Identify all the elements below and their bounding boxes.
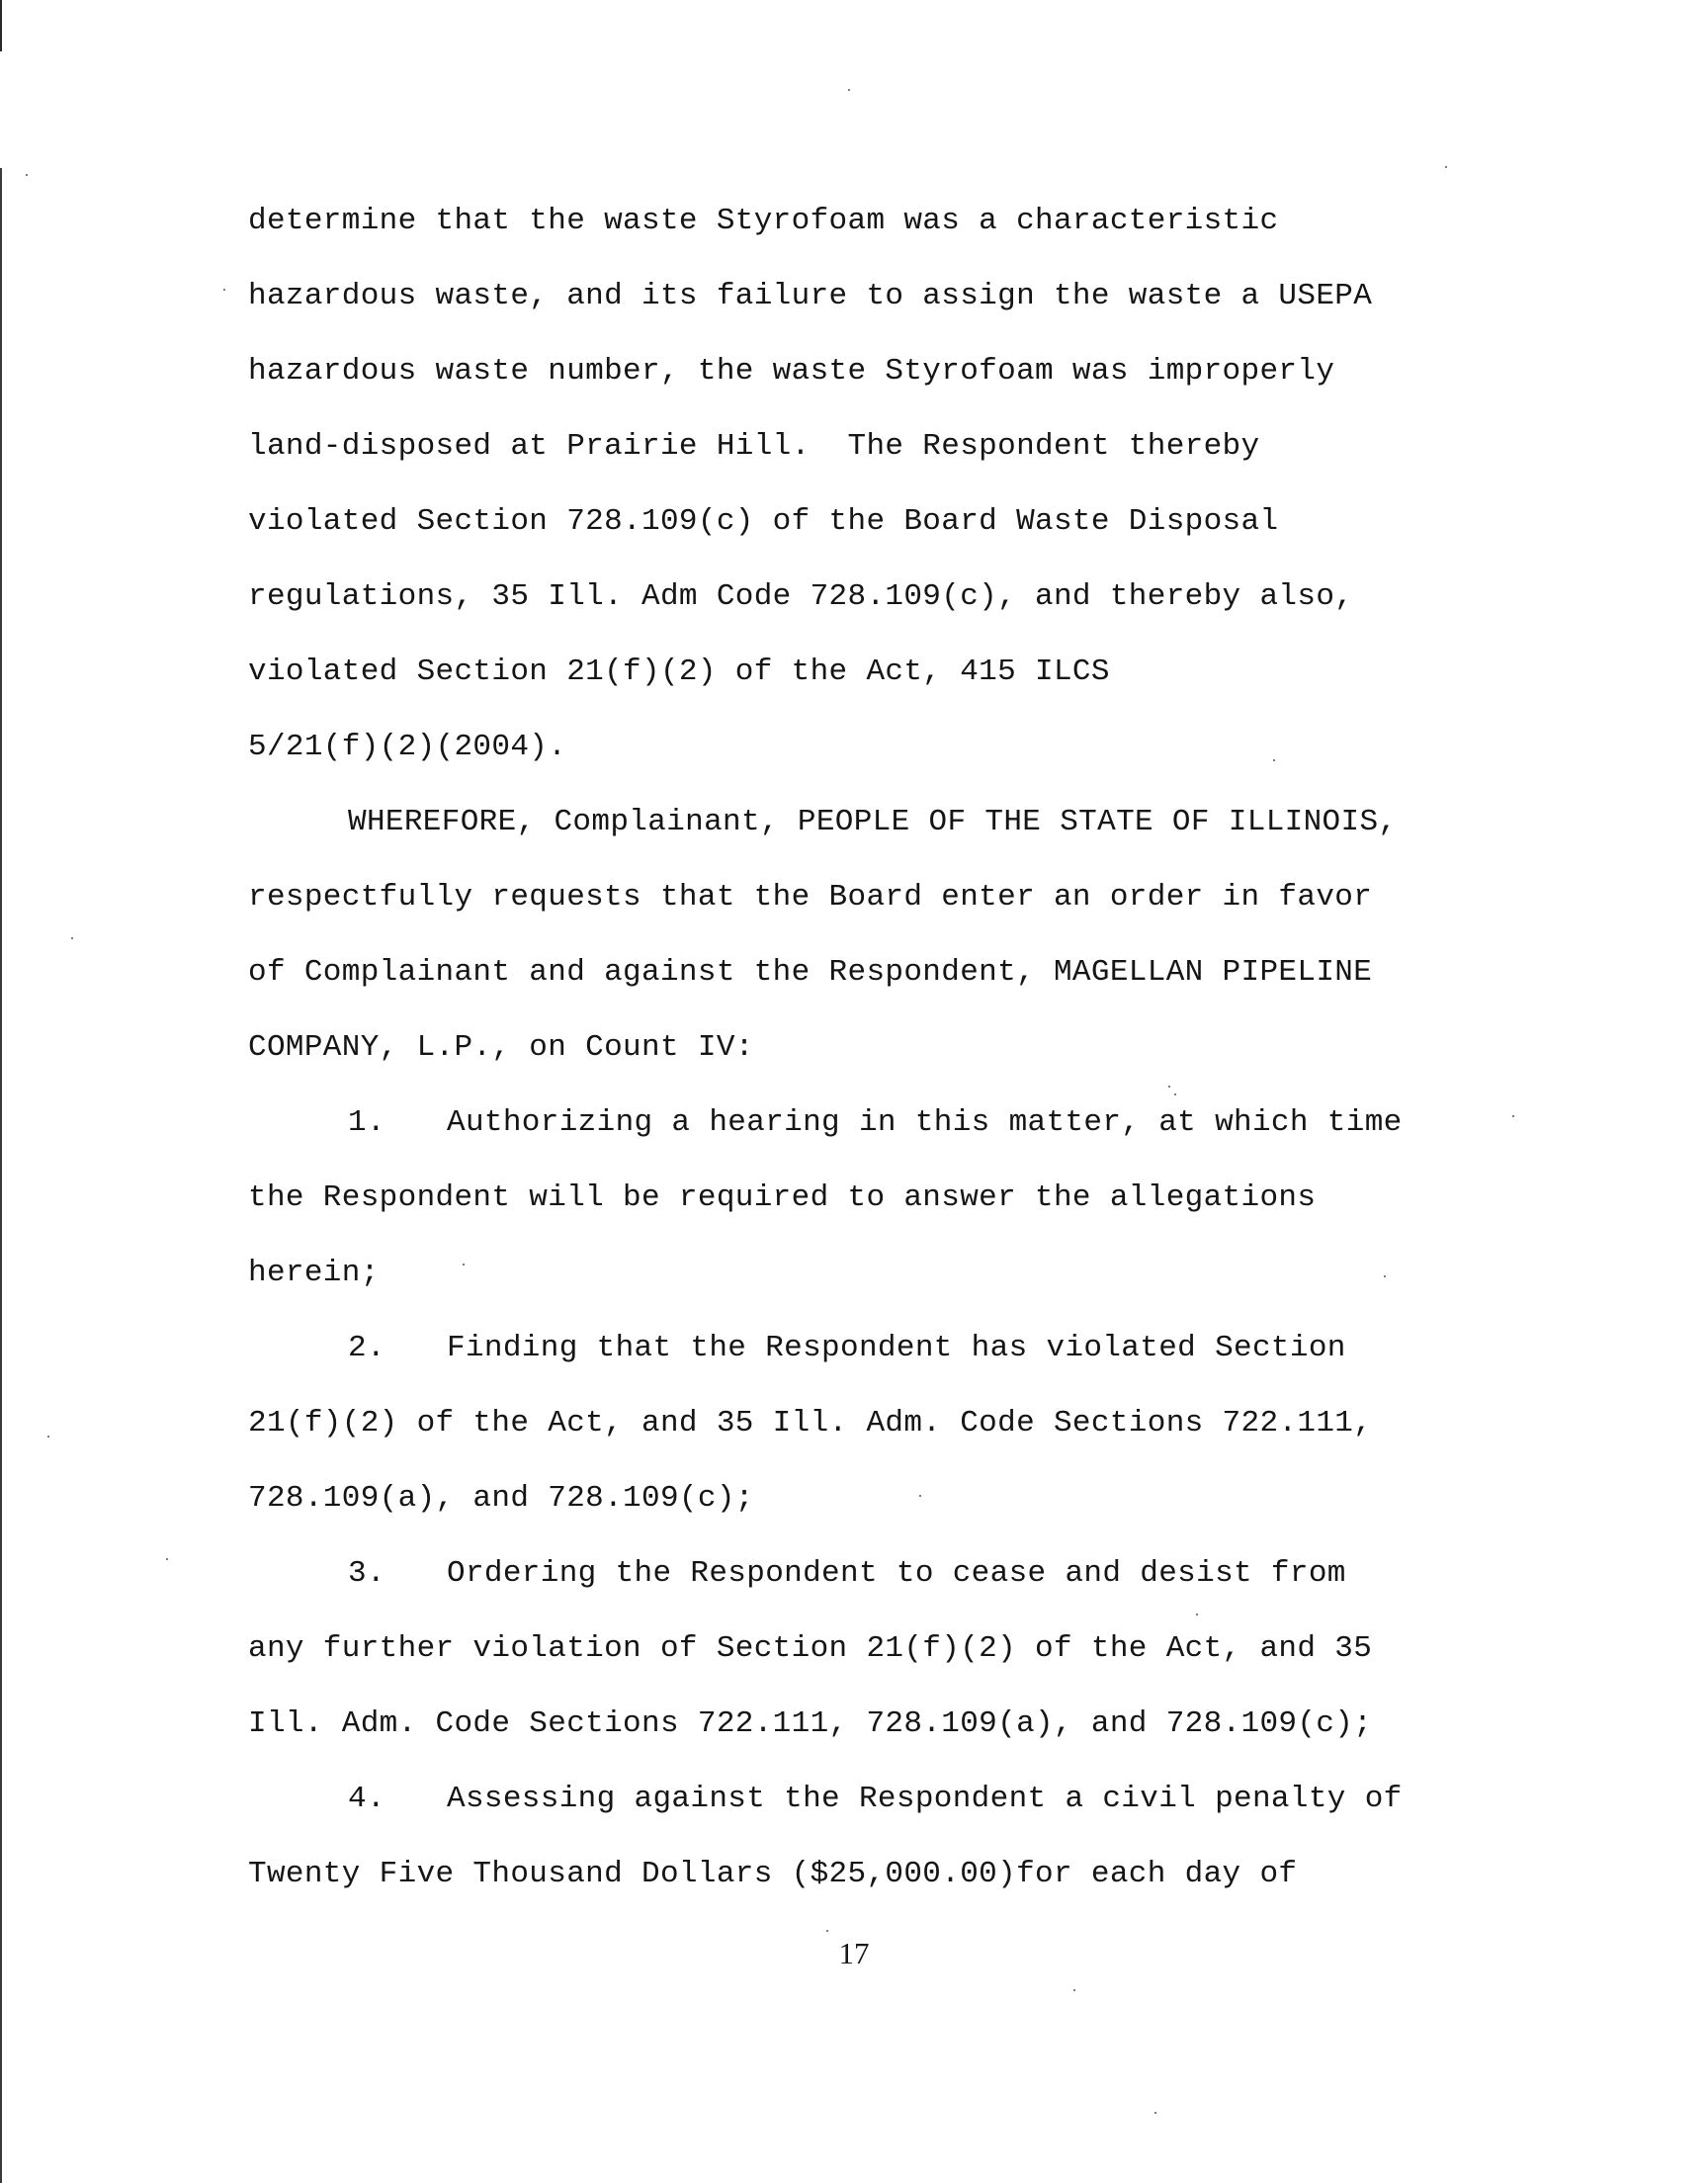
item-text: 21(f)(2) of the Act, and 35 Ill. Adm. Code Sections 722.111, [248,1406,1373,1441]
scan-speck [919,1495,921,1497]
scan-speck [848,89,850,91]
item-text: herein; [248,1256,380,1290]
item-number: 1. [348,1105,385,1140]
left-margin-rule [0,0,2,51]
scan-speck [1174,1093,1176,1095]
scan-speck [1168,1086,1170,1088]
item-text: 728.109(a), and 728.109(c); [248,1481,754,1516]
text-line: 5/21(f)(2)(2004). [248,730,567,764]
scan-speck [1073,1989,1075,1991]
wherefore-line: respectfully requests that the Board enter an order in favor [248,880,1373,915]
scan-speck [71,937,73,939]
scan-speck [223,289,225,291]
left-margin-rule [0,168,2,2183]
text-line: violated Section 21(f)(2) of the Act, 415 ILCS [248,655,1110,689]
text-line: determine that the waste Styrofoam was a characteristic [248,204,1279,238]
item-text: the Respondent will be required to answer the allegations [248,1180,1317,1215]
scan-speck [1512,1115,1514,1117]
item-number: 3. [348,1556,385,1591]
item-number: 4. [348,1782,385,1816]
scan-speck [463,1264,465,1266]
text-line: hazardous waste, and its failure to assign the waste a USEPA [248,279,1373,313]
scan-speck [166,1558,168,1560]
scan-speck [1273,759,1275,761]
scan-speck [26,174,28,176]
item-text: Ordering the Respondent to cease and desist from [447,1556,1346,1591]
scan-speck [826,1930,828,1932]
wherefore-line: of Complainant and against the Respondent, MAGELLAN PIPELINE [248,955,1373,990]
item-text: Authorizing a hearing in this matter, at which time [447,1105,1403,1140]
scan-speck [1384,1275,1386,1277]
item-number: 2. [348,1331,385,1365]
text-line: land-disposed at Prairie Hill. The Respondent thereby [248,429,1260,464]
item-text: Assessing against the Respondent a civil penalty of [447,1782,1403,1816]
item-text: Ill. Adm. Code Sections 722.111, 728.109(a), and 728.109(c); [248,1706,1373,1741]
scan-speck [1196,1614,1198,1615]
text-line: hazardous waste number, the waste Styrofoam was improperly [248,354,1335,389]
wherefore-line: WHEREFORE, Complainant, PEOPLE OF THE STATE OF ILLINOIS, [348,805,1398,839]
scan-speck [47,1436,49,1438]
text-line: regulations, 35 Ill. Adm Code 728.109(c), and thereby also, [248,579,1354,614]
page-number: 17 [838,1936,870,1970]
scan-speck [1154,2112,1156,2114]
text-line: violated Section 728.109(c) of the Board Waste Disposal [248,504,1279,539]
scan-speck [1445,166,1447,168]
item-text: any further violation of Section 21(f)(2) of the Act, and 35 [248,1631,1373,1666]
wherefore-line: COMPANY, L.P., on Count IV: [248,1030,754,1065]
item-text: Finding that the Respondent has violated Section [447,1331,1346,1365]
item-text: Twenty Five Thousand Dollars ($25,000.00)for each day of [248,1857,1298,1891]
